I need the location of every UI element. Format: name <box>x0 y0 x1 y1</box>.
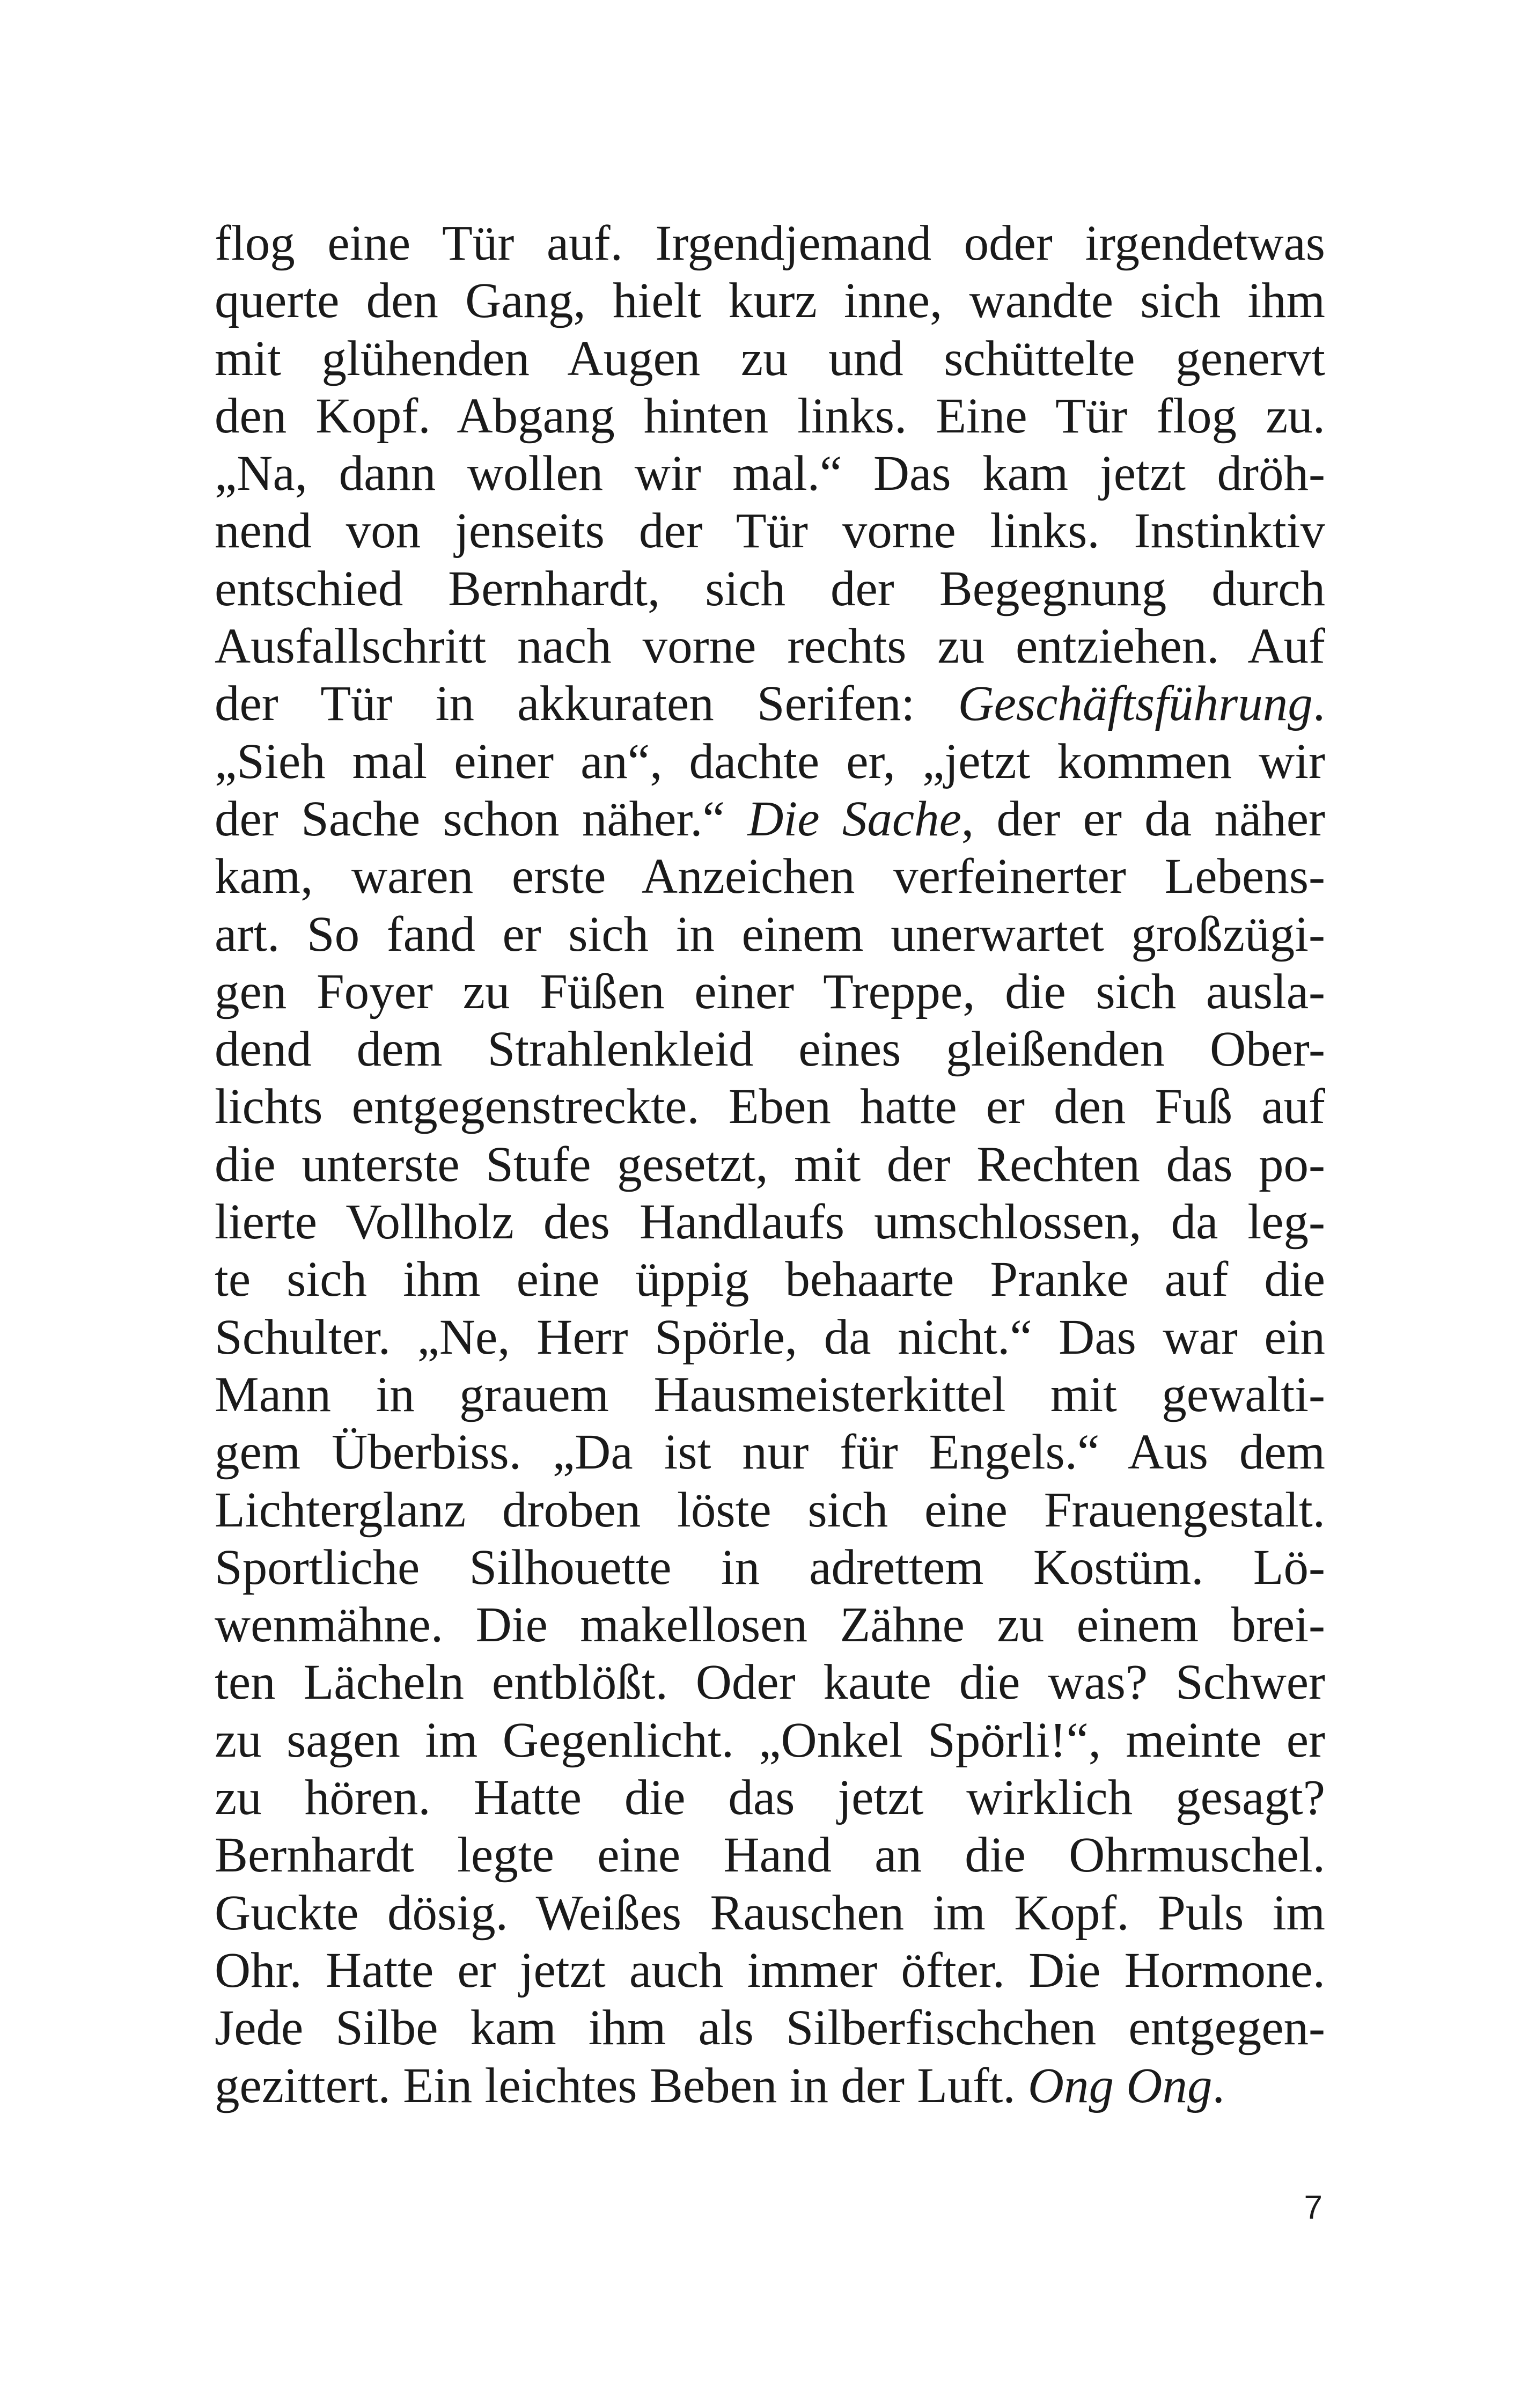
text-run: flog eine Tür auf. Irgendjemand oder irgendetwas <box>215 216 1325 271</box>
text-run: querte den Gang, hielt kurz inne, wandte sich ihm <box>215 273 1325 329</box>
text-line <box>215 1826 1325 1884</box>
text-line <box>215 1481 1325 1539</box>
text-line <box>215 502 1325 560</box>
text-line <box>215 2057 1325 2115</box>
text-line <box>215 1539 1325 1596</box>
text-run: , der er da näher <box>961 791 1325 847</box>
text-run: „Sieh mal einer an“, dachte er, „jetzt kommen wir <box>215 733 1325 789</box>
text-line <box>215 906 1325 963</box>
text-run: gen Foyer zu Füßen einer Treppe, die sich ausla- <box>215 964 1325 1019</box>
text-run: gezittert. Ein leichtes Beben in der Luft. <box>215 2058 1028 2113</box>
text-line <box>215 1193 1325 1251</box>
text-line <box>215 675 1325 732</box>
text-line <box>215 445 1325 502</box>
text-line <box>215 387 1325 445</box>
text-line <box>215 1423 1325 1481</box>
text-line <box>215 1078 1325 1135</box>
text-line <box>215 733 1325 790</box>
text-line <box>215 1021 1325 1078</box>
text-line <box>215 1712 1325 1769</box>
text-run: Schulter. „Ne, Herr Spörle, da nicht.“ Das war ein <box>215 1309 1325 1365</box>
text-run: . <box>1212 2058 1225 2113</box>
text-run: . <box>1312 676 1325 732</box>
text-run: Mann in grauem Hausmeisterkittel mit gewalti- <box>215 1367 1325 1422</box>
text-run: ten Lächeln entblößt. Oder kaute die was? Schwer <box>215 1655 1325 1710</box>
text-line <box>215 790 1325 848</box>
italic-text-run: Die Sache <box>747 791 961 847</box>
text-line <box>215 330 1325 387</box>
text-line <box>215 1366 1325 1423</box>
text-line <box>215 618 1325 675</box>
text-line <box>215 215 1325 272</box>
text-line <box>215 1999 1325 2057</box>
text-line <box>215 1884 1325 1942</box>
page-number: 7 <box>1304 2189 1322 2226</box>
text-run: entschied Bernhardt, sich der Begegnung durch <box>215 561 1325 616</box>
text-run: art. So fand er sich in einem unerwartet großzügi- <box>215 906 1325 962</box>
text-run: der Sache schon näher.“ <box>215 791 748 847</box>
italic-text-run: Geschäftsführung <box>958 676 1313 732</box>
text-line <box>215 1654 1325 1711</box>
text-line <box>215 848 1325 905</box>
text-run: kam, waren erste Anzeichen verfeinerter Lebens- <box>215 849 1325 905</box>
text-run: die unterste Stufe gesetzt, mit der Rechten das po- <box>215 1136 1325 1192</box>
text-run: wenmähne. Die makellosen Zähne zu einem brei- <box>215 1597 1325 1653</box>
text-run: lichts entgegenstreckte. Eben hatte er den Fuß auf <box>215 1079 1325 1135</box>
text-line <box>215 963 1325 1021</box>
text-run: Sportliche Silhouette in adrettem Kostüm. Lö- <box>215 1539 1325 1595</box>
body-text <box>215 215 1325 2115</box>
text-run: „Na, dann wollen wir mal.“ Das kam jetzt dröh- <box>215 446 1325 502</box>
text-run: lierte Vollholz des Handlaufs umschlossen, da leg- <box>215 1194 1325 1250</box>
text-run: Jede Silbe kam ihm als Silberfischchen entgegen- <box>215 2000 1325 2056</box>
text-run: nend von jenseits der Tür vorne links. Instinktiv <box>215 503 1325 559</box>
text-line <box>215 1769 1325 1826</box>
text-line <box>215 560 1325 618</box>
text-run: der Tür in akkuraten Serifen: <box>215 676 958 732</box>
text-run: gem Überbiss. „Da ist nur für Engels.“ Aus dem <box>215 1425 1325 1480</box>
text-line <box>215 1309 1325 1366</box>
text-line <box>215 1942 1325 1999</box>
text-run: zu sagen im Gegenlicht. „Onkel Spörli!“, meinte er <box>215 1712 1325 1768</box>
text-run: Bernhardt legte eine Hand an die Ohrmuschel. <box>215 1827 1325 1883</box>
text-line <box>215 272 1325 329</box>
text-run: Guckte dösig. Weißes Rauschen im Kopf. Puls im <box>215 1885 1325 1941</box>
text-run: Ohr. Hatte er jetzt auch immer öfter. Die Hormone. <box>215 1942 1325 1998</box>
text-run: Lichterglanz droben löste sich eine Frauengestalt. <box>215 1482 1325 1538</box>
text-run: zu hören. Hatte die das jetzt wirklich gesagt? <box>215 1770 1325 1826</box>
text-line <box>215 1251 1325 1308</box>
text-run: mit glühenden Augen zu und schüttelte genervt <box>215 331 1325 386</box>
text-run: dend dem Strahlenkleid eines gleißenden Ober- <box>215 1022 1325 1077</box>
text-line <box>215 1136 1325 1193</box>
text-run: te sich ihm eine üppig behaarte Pranke auf die <box>215 1252 1325 1308</box>
italic-text-run: Ong Ong <box>1027 2058 1213 2113</box>
text-run: Ausfallschritt nach vorne rechts zu entziehen. Auf <box>215 619 1325 674</box>
text-line <box>215 1596 1325 1654</box>
text-run: den Kopf. Abgang hinten links. Eine Tür flog zu. <box>215 388 1325 444</box>
